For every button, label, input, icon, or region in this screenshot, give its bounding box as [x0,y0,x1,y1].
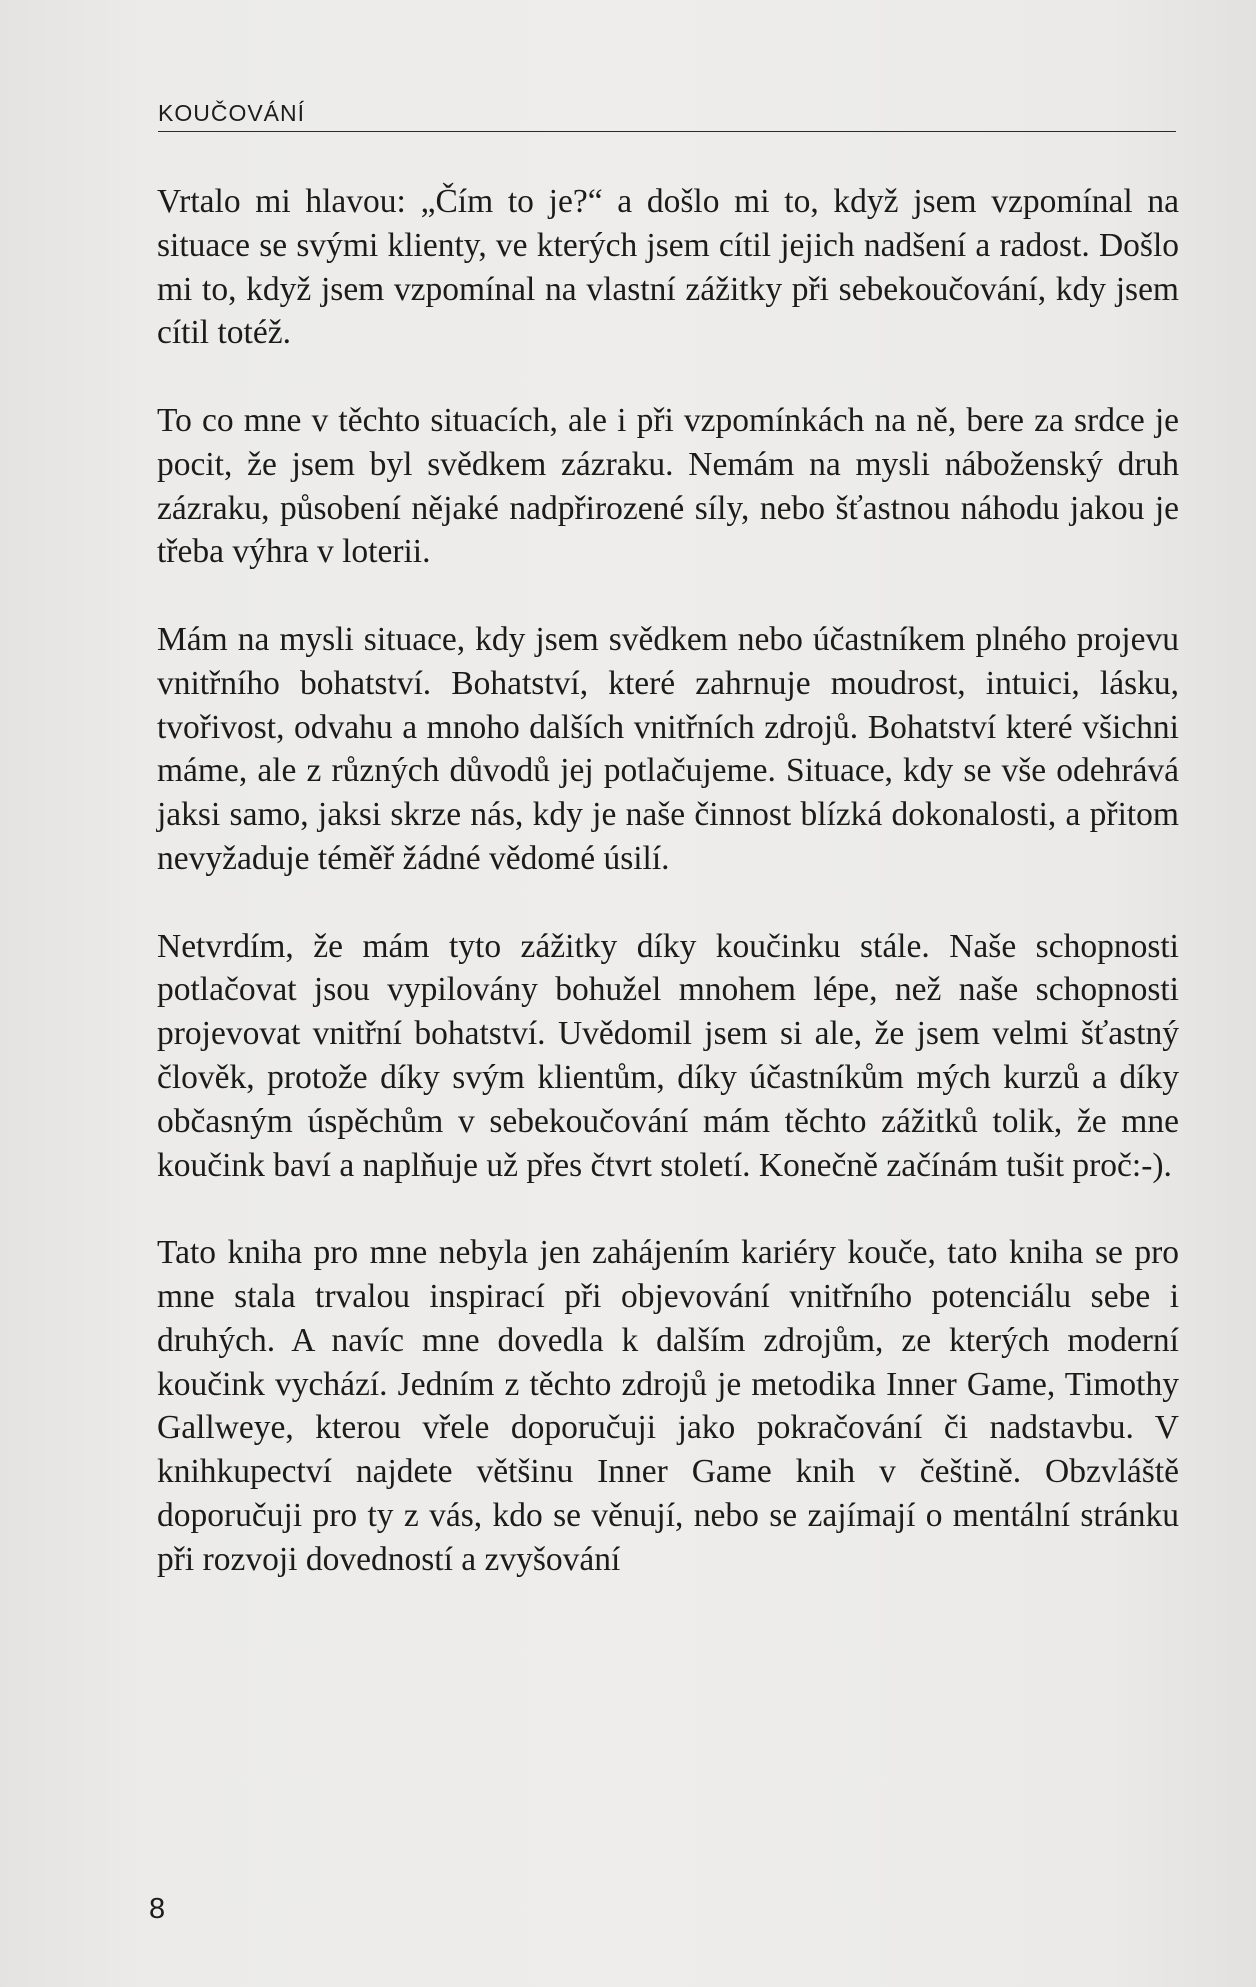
header-rule [158,131,1176,132]
body-text [157,180,1179,1582]
paragraph: Vrtalo mi hlavou: „Čím to je?“ a došlo mi to, když jsem vzpomínal na situace se svými klienty, ve kterých jsem cítil jejich nadšení a radost. Došlo mi to, když jsem vzpomínal na vlastní zážitky při sebekoučování, kdy jsem cítil totéž. [157,183,1179,352]
paragraph: Netvrdím, že mám tyto zážitky díky koučinku stále. Naše schopnosti potlačovat jsou vypilovány bohužel mnohem lépe, než naše schopnosti projevovat vnitřní bohatství. Uvědomil jsem si ale, že jsem velmi šťastný člověk, protože díky svým klientům, díky účastníkům mých kurzů a díky občasným úspěchům v sebekoučování mám těchto zážitků tolik, že mne koučink baví a naplňuje už přes čtvrt století. Konečně začínám tušit proč:-). [157,927,1179,1184]
page-number: 8 [149,1893,166,1925]
paragraph: Mám na mysli situace, kdy jsem svědkem nebo účastníkem plného projevu vnitřního bohatství. Bohatství, které zahrnuje moudrost, intuici, lásku, tvořivost, odvahu a mnoho dalších vnitřních zdrojů. Bohatství které všichni máme, ale z různých důvodů jej potlačujeme. Situace, kdy se vše odehrává jaksi samo, jaksi skrze nás, kdy je naše činnost blízká dokonalosti, a přitom nevyžaduje téměř žádné vědomé úsilí. [157,620,1179,877]
paragraph: To co mne v těchto situacích, ale i při vzpomínkách na ně, bere za srdce je pocit, že jsem byl svědkem zázraku. Nemám na mysli náboženský druh zázraku, působení nějaké nadpřirozené síly, nebo šťastnou náhodu jakou je třeba výhra v loterii. [157,401,1179,571]
paragraph: Tato kniha pro mne nebyla jen zahájením kariéry kouče, tato kniha se pro mne stala trvalou inspirací při objevování vnitřního potenciálu sebe i druhých. A navíc mne dovedla k dalším zdrojům, ze kterých moderní koučink vychází. Jedním z těchto zdrojů je metodika Inner Game, Timothy Gallweye, kterou vřele doporučuji jako pokračování či nadstavbu. V knihkupectví najdete většinu Inner Game knih v češtině. Obzvláště doporučuji pro ty z vás, kdo se věnují, nebo se zajímají o mentální stránku při rozvoji dovedností a zvyšování [157,1234,1179,1578]
running-head: KOUČOVÁNÍ [158,100,306,126]
